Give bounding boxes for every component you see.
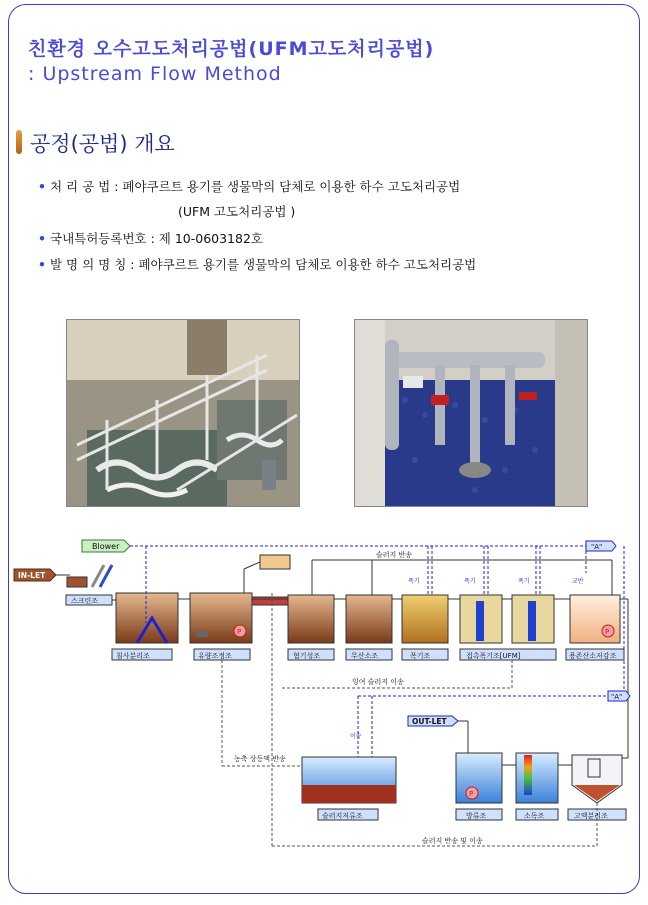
svg-text:무산소조: 무산소조 <box>351 652 379 660</box>
bullet-icon: • <box>38 231 46 246</box>
svg-text:혐기성조: 혐기성조 <box>293 652 321 660</box>
label-a-top <box>586 541 616 551</box>
svg-text:"A": "A" <box>611 693 623 701</box>
svg-text:폭기: 폭기 <box>518 578 530 585</box>
svg-text:슬러지저류조: 슬러지저류조 <box>322 812 363 820</box>
page-title: 친환경 오수고도처리공법(UFM고도처리공법) <box>28 38 435 60</box>
anaerobic-tank <box>288 595 334 643</box>
disinfection-tank <box>516 753 558 803</box>
surplus-sludge-label: 잉여 슬러지 이송 <box>352 678 404 686</box>
svg-text:폭기: 폭기 <box>464 578 476 585</box>
svg-text:OUT-LET: OUT-LET <box>412 717 447 726</box>
bullet-icon: • <box>38 179 46 194</box>
do-reduction-tank <box>570 595 620 643</box>
bullet-icon: • <box>38 257 46 272</box>
concentrate-return-label: 농축 상등액 반송 <box>234 755 286 763</box>
svg-text:"A": "A" <box>591 543 603 551</box>
label-a-mid <box>608 691 630 701</box>
effluent-tank <box>456 753 502 803</box>
anoxic-tank <box>346 595 392 643</box>
bottom-return-label: 슬러지 반송 및 이송 <box>422 837 483 845</box>
treatment-tank-photo <box>66 319 300 507</box>
svg-text:방류조: 방류조 <box>466 812 487 820</box>
outlet-tag <box>408 716 458 726</box>
svg-text:P: P <box>605 628 610 636</box>
blower-label: Blower <box>92 542 120 551</box>
aeration-tank <box>402 595 448 643</box>
return-top-label: 슬러지 반송 <box>376 551 413 559</box>
process-flow-diagram <box>12 533 636 863</box>
filter-unit <box>260 555 290 569</box>
info-patent <box>38 229 263 247</box>
info-method <box>38 177 460 195</box>
inlet-tag <box>14 569 56 581</box>
svg-text:용존산소저감조: 용존산소저감조 <box>569 652 617 660</box>
page-subtitle: : Upstream Flow Method <box>28 63 282 85</box>
svg-text:이송: 이송 <box>350 733 362 740</box>
svg-text:접촉폭기조[UFM]: 접촉폭기조[UFM] <box>466 652 521 660</box>
info-method-extra: (UFM 고도처리공법 ) <box>178 204 296 219</box>
svg-text:P: P <box>469 790 474 798</box>
info-value: : 제 10-0603182호 <box>150 231 263 246</box>
grit-tank <box>116 593 178 643</box>
aeration-piping-photo <box>354 319 588 507</box>
blower-tag <box>82 540 130 552</box>
svg-text:소독조: 소독조 <box>524 812 545 820</box>
svg-text:고액분리조: 고액분리조 <box>574 812 608 820</box>
svg-text:스크린조: 스크린조 <box>71 597 99 605</box>
info-label: 발 명 의 명 칭 <box>50 257 127 272</box>
info-invention <box>38 255 476 273</box>
info-label: 국내특허등록번호 <box>50 231 147 246</box>
svg-text:교반: 교반 <box>572 578 584 585</box>
section-title: 공정(공법) 개요 <box>30 132 175 156</box>
info-value: : 폐야쿠르트 용기를 생물막의 담체로 이용한 하수 고도처리공법 <box>130 257 477 272</box>
info-label: 처 리 공 법 <box>50 179 111 194</box>
svg-text:P: P <box>237 628 242 636</box>
section-marker <box>16 130 22 154</box>
svg-text:폭기: 폭기 <box>408 578 420 585</box>
svg-text:침사분리조: 침사분리조 <box>116 652 150 660</box>
info-value: : 폐야쿠르트 용기를 생물막의 담체로 이용한 하수 고도처리공법 <box>114 179 461 194</box>
svg-text:폭기조: 폭기조 <box>410 652 431 660</box>
screen-unit <box>67 577 87 587</box>
svg-text:유량조정조: 유량조정조 <box>198 652 232 660</box>
svg-text:IN-LET: IN-LET <box>18 571 46 580</box>
